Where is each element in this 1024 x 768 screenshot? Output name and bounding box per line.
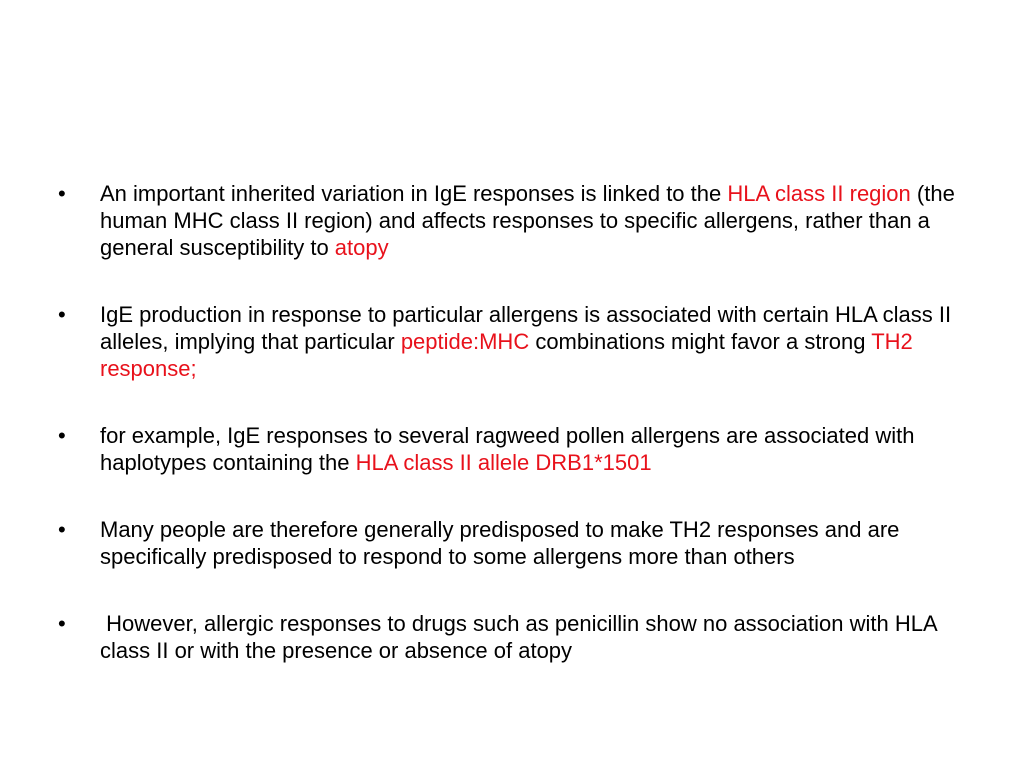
bullet-item: [58, 516, 978, 570]
bullet-item: [58, 301, 978, 382]
bullet-item: [58, 180, 978, 261]
bullet-text-segment: However, allergic responses to drugs such as penicillin show no association with HLA class II or with the presence or absence of atopy: [100, 611, 943, 663]
bullet-text-segment: (the human MHC class II region) and affects responses to specific allergens, rather than a general susceptibility to: [100, 181, 955, 260]
highlighted-term: peptide:MHC: [400, 329, 530, 354]
bullet-text-segment: for example, IgE responses to several ragweed pollen allergens are associated with haplotypes containing the: [100, 423, 915, 475]
bullet-dot: •: [58, 302, 66, 327]
bullet-dot: •: [58, 611, 66, 636]
bullet-dot: •: [58, 517, 66, 542]
highlighted-term: atopy: [334, 235, 389, 260]
bullet-item: [58, 610, 978, 664]
highlighted-term: HLA class II allele DRB1*1501: [355, 450, 652, 475]
bullet-text-segment: An important inherited variation in IgE responses is linked to the: [100, 181, 728, 206]
highlighted-term: TH2 response;: [100, 329, 913, 381]
bullet-dot: •: [58, 423, 66, 448]
bullet-item: [58, 422, 978, 476]
bullet-list: [58, 180, 978, 704]
bullet-text-segment: IgE production in response to particular allergens is associated with certain HLA class II alleles, implying that particular: [100, 302, 952, 354]
bullet-dot: •: [58, 181, 66, 206]
highlighted-term: HLA class II region: [727, 181, 911, 206]
bullet-text-segment: combinations might favor a strong: [529, 329, 872, 354]
bullet-text-segment: Many people are therefore generally predisposed to make TH2 responses and are specifically predisposed to respond to some allergens more than others: [100, 517, 900, 569]
